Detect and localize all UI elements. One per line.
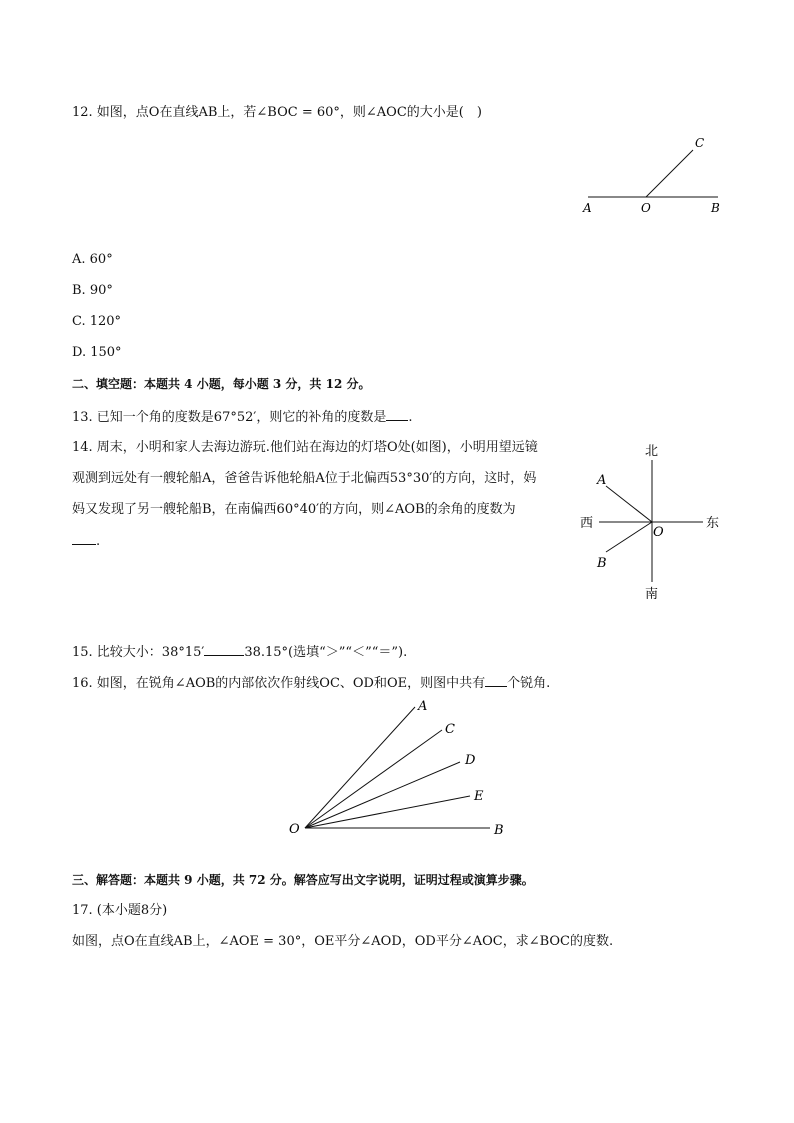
q12-option-c: C. 120° — [72, 314, 122, 329]
q15-tail: 38.15°(选填“＞”“＜”“＝”). — [244, 645, 408, 660]
q12-label-b: B — [711, 201, 720, 215]
q14-ray-ob — [606, 522, 652, 552]
q14-label-b: B — [597, 556, 607, 571]
q12-label-o: O — [641, 201, 651, 215]
q13 — [72, 408, 412, 427]
q14-line-2: 观测到远处有一艘轮船A，爸爸告诉他轮船A位于北偏西53°30′的方向，这时，妈 — [72, 471, 537, 486]
q15-head: 15. 比较大小：38°15′ — [72, 645, 205, 660]
q15-answer-blank — [204, 643, 244, 656]
q14-label-east: 东 — [706, 516, 720, 531]
section3-title: 三、解答题：本题共 9 小题，共 72 分。解答应写出文字说明，证明过程或演算步骤。 — [72, 873, 534, 887]
q12-option-a: A. 60° — [72, 252, 113, 267]
q15 — [72, 643, 407, 662]
q12-option-d: D. 150° — [72, 345, 122, 360]
q14-line-1: 14. 周末，小明和家人去海边游玩.他们站在海边的灯塔O处(如图)，小明用望远镜 — [72, 440, 538, 455]
q13-tail: . — [408, 410, 413, 425]
q16-tail: 个锐角. — [507, 676, 551, 691]
q17-head: 17. (本小题8分) — [72, 903, 168, 918]
q16-ray-od — [305, 762, 460, 828]
q12-label-a: A — [583, 201, 592, 215]
q16-ray-oc — [305, 730, 442, 828]
q16-label-d: D — [465, 753, 476, 768]
q12-stem: 12. 如图，点O在直线AB上，若∠BOC = 60°，则∠AOC的大小是( ) — [72, 105, 482, 120]
q12-figure — [578, 130, 738, 220]
q14-label-south: 南 — [645, 587, 659, 602]
q16-label-o: O — [289, 822, 300, 837]
q16 — [72, 674, 550, 693]
q16-label-e: E — [474, 789, 484, 804]
q14-label-o: O — [653, 525, 664, 540]
q16-label-b: B — [494, 823, 504, 838]
q17-text: 如图，点O在直线AB上，∠AOE = 30°，OE平分∠AOD，OD平分∠AOC，求∠BOC的度数. — [72, 934, 614, 949]
q14-label-west: 西 — [580, 516, 594, 531]
q14-label-north: 北 — [645, 444, 659, 459]
q13-answer-blank — [386, 408, 408, 421]
q16-head: 16. 如图，在锐角∠AOB的内部依次作射线OC、OD和OE，则图中共有 — [72, 676, 486, 691]
q14-tail: . — [96, 534, 101, 549]
q16-answer-blank — [485, 674, 507, 687]
q14-answer-blank — [72, 532, 96, 545]
q16-figure — [285, 695, 515, 845]
section2-title: 二、填空题：本题共 4 小题，每小题 3 分，共 12 分。 — [72, 377, 371, 391]
q12-option-b: B. 90° — [72, 283, 113, 298]
q14-line-4 — [72, 532, 100, 551]
q14-line-3: 妈又发现了另一艘轮船B，在南偏西60°40′的方向，则∠AOB的余角的度数为 — [72, 502, 516, 517]
q14-label-a: A — [597, 473, 607, 488]
q16-label-a: A — [418, 699, 428, 714]
q14-compass-figure — [575, 440, 735, 605]
q12-label-c: C — [695, 136, 705, 150]
q13-text: 13. 已知一个角的度数是67°52′，则它的补角的度数是 — [72, 410, 387, 425]
q16-label-c: C — [445, 722, 455, 737]
q12-ray-oc — [646, 150, 693, 197]
q14-ray-oa — [606, 486, 652, 522]
